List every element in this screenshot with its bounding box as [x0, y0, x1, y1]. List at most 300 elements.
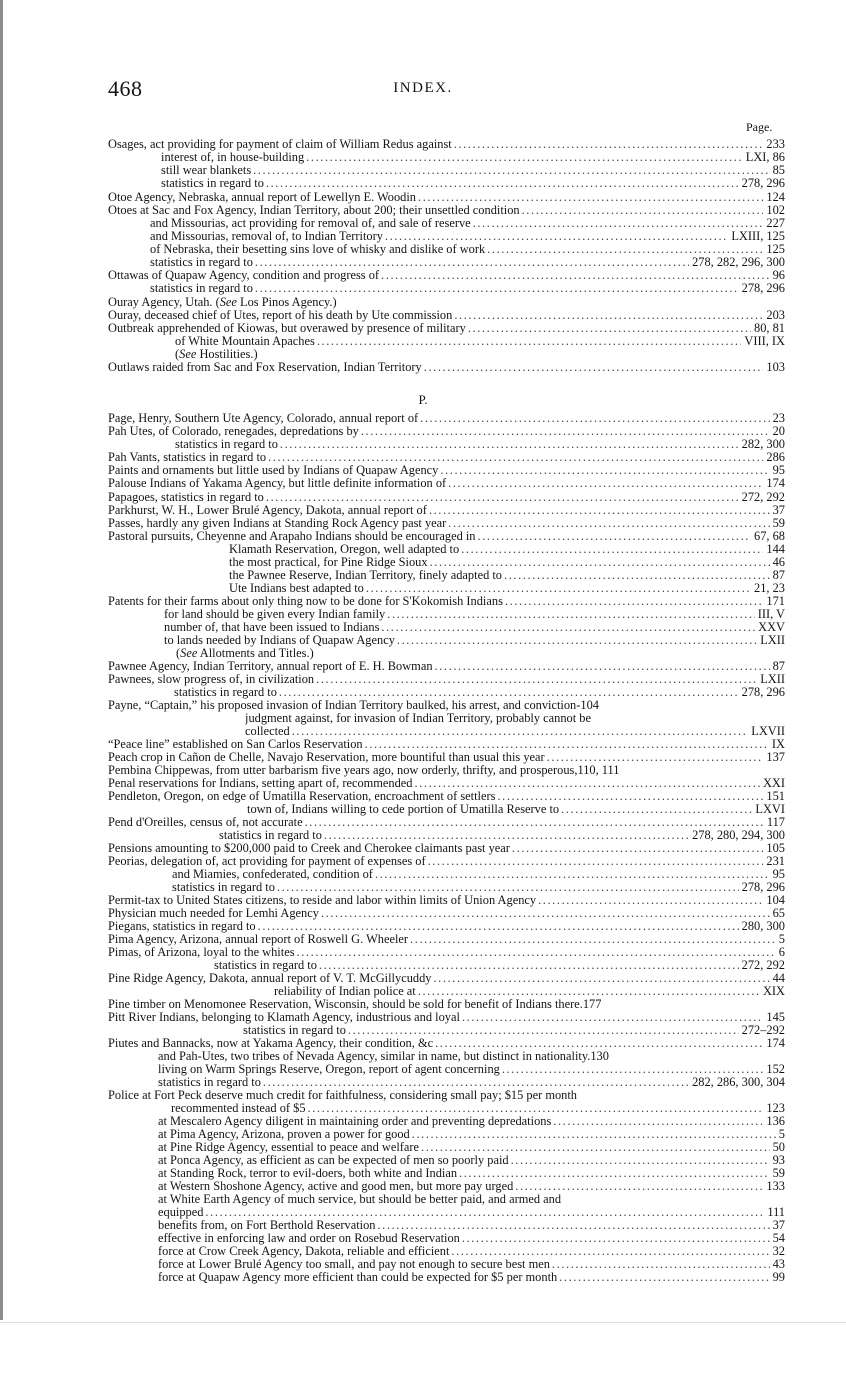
entry-text: (See Allotments and Titles.): [176, 647, 314, 660]
page-reference: 144: [766, 543, 785, 556]
index-entry: [158, 1141, 785, 1154]
page-reference: 95: [772, 868, 785, 881]
page-reference: 104: [766, 894, 785, 907]
page-reference: LXII: [760, 634, 785, 647]
entry-text: Ute Indians best adapted to: [229, 582, 364, 595]
entry-text: statistics in regard to: [174, 686, 277, 699]
leader-dots: [381, 621, 755, 634]
page-reference: 87: [772, 660, 785, 673]
index-entry: [108, 204, 785, 217]
index-entry: [214, 959, 785, 972]
index-entry: [108, 451, 785, 464]
entry-text: and Miamies, confederated, condition of: [172, 868, 373, 881]
index-entry: [108, 764, 785, 777]
leader-dots: [321, 907, 770, 920]
entry-text: at White Earth Agency of much service, but should be better paid, and armed and: [158, 1193, 562, 1206]
entry-text: judgment against, for invasion of Indian Territory, probably cannot be: [245, 712, 591, 725]
page-reference: 95: [772, 464, 785, 477]
leader-dots: [454, 309, 763, 322]
leader-dots: [253, 164, 769, 177]
index-entry: [108, 907, 785, 920]
leader-dots: [433, 972, 769, 985]
entry-text: Pah Vants, statistics in regard to: [108, 451, 267, 464]
index-entry: [158, 1115, 785, 1128]
entry-text: statistics in regard to: [161, 177, 264, 190]
leader-dots: [430, 556, 770, 569]
leader-dots: [473, 217, 764, 230]
index-entry: [108, 660, 785, 673]
page-reference: 50: [772, 1141, 785, 1154]
page-bottom-edge: [0, 1322, 846, 1323]
leader-dots: [552, 1258, 770, 1271]
page-reference: 227: [766, 217, 785, 230]
index-entry: [108, 269, 785, 282]
leader-dots: [258, 920, 739, 933]
page-binding-edge: [0, 0, 3, 1320]
leader-dots: [547, 751, 764, 764]
leader-dots: [462, 1232, 770, 1245]
entry-text: statistics in regard to: [172, 881, 275, 894]
entry-text: Pembina Chippewas, from utter barbarism five years ago, now orderly, thrifty, and prosperous,: [108, 764, 578, 777]
page-reference: 145: [766, 1011, 785, 1024]
page-reference: 136: [766, 1115, 785, 1128]
entry-text: at Standing Rock, terror to evil-doers, both white and Indian: [158, 1167, 458, 1180]
index-entry: [158, 1050, 785, 1063]
entry-text: Peorias, delegation of, act providing for payment of expenses of: [108, 855, 426, 868]
entry-text: Pine timber on Menomonee Reservation, Wisconsin, should be sold for benefit of Indians there.: [108, 998, 583, 1011]
leader-dots: [421, 1141, 770, 1154]
page-reference: LXVII: [751, 725, 785, 738]
page-reference: 32: [772, 1245, 785, 1258]
leader-dots: [348, 1024, 739, 1037]
leader-dots: [266, 177, 739, 190]
page-reference: 286: [766, 451, 785, 464]
index-entry: [175, 348, 785, 361]
index-entry: [108, 894, 785, 907]
entry-text: Pitt River Indians, belonging to Klamath Agency, industrious and loyal: [108, 1011, 460, 1024]
leader-dots: [505, 595, 764, 608]
leader-dots: [502, 1063, 764, 1076]
index-entry: [150, 230, 785, 243]
leader-dots: [462, 1011, 763, 1024]
leader-dots: [277, 881, 739, 894]
entry-text: Pine Ridge Agency, Dakota, annual report of V. T. McGillycuddy: [108, 972, 432, 985]
index-entry: [108, 477, 785, 490]
page-reference: 80, 81: [754, 322, 785, 335]
page-reference: 37: [772, 504, 785, 517]
page-reference: 111: [767, 1206, 785, 1219]
leader-dots: [559, 1271, 769, 1284]
page-reference: 87: [772, 569, 785, 582]
page-reference: III, V: [757, 608, 785, 621]
leader-dots: [522, 204, 764, 217]
leader-dots: [487, 243, 763, 256]
page-reference: 102: [766, 204, 785, 217]
index-entry: [108, 751, 785, 764]
leader-dots: [459, 1167, 770, 1180]
index-entry: [158, 1063, 785, 1076]
entry-text: “Peace line” established on San Carlos Reservation: [108, 738, 363, 751]
entry-text: statistics in regard to: [175, 438, 278, 451]
page-reference: 278, 280, 294, 300: [692, 829, 785, 842]
index-entry: [176, 647, 785, 660]
running-head: INDEX.: [393, 80, 453, 96]
index-entry: [150, 217, 785, 230]
leader-dots: [375, 868, 770, 881]
entry-text: Peach crop in Cañon de Chelle, Navajo Reservation, more bountiful than usual this year: [108, 751, 545, 764]
index-entry: [108, 699, 785, 712]
page-reference: 59: [772, 517, 785, 530]
entry-text: recommented instead of $5: [171, 1102, 306, 1115]
leader-dots: [377, 1219, 769, 1232]
page-reference: LXIII, 125: [731, 230, 785, 243]
index-entry: [108, 530, 785, 543]
index-entry: [158, 1206, 785, 1219]
index-entry: [108, 361, 785, 374]
index-entry: [229, 582, 785, 595]
leader-dots: [266, 491, 739, 504]
index-entry: [108, 816, 785, 829]
leader-dots: [385, 230, 728, 243]
entry-text: and Pah-Utes, two tribes of Nevada Agency, similar in name, but distinct in nationality.: [158, 1050, 591, 1063]
leader-dots: [306, 151, 743, 164]
page-reference: 282, 300: [741, 438, 785, 451]
page-reference: 46: [772, 556, 785, 569]
index-entry: [247, 803, 785, 816]
page-reference: 123: [766, 1102, 785, 1115]
entry-text: Pimas, of Arizona, loyal to the whites: [108, 946, 295, 959]
index-entry: [108, 138, 785, 151]
page-reference: 85: [772, 164, 785, 177]
page-reference: 110, 111: [577, 764, 620, 777]
page-reference: 151: [766, 790, 785, 803]
page-reference: 67, 68: [754, 530, 785, 543]
leader-dots: [553, 1115, 763, 1128]
entry-text: Klamath Reservation, Oregon, well adapted to: [229, 543, 460, 556]
page-reference: XIX: [762, 985, 785, 998]
entry-text: at Pima Agency, Arizona, proven a power for good: [158, 1128, 410, 1141]
leader-dots: [255, 282, 739, 295]
page-reference: 65: [772, 907, 785, 920]
index-entry: [150, 282, 785, 295]
entry-text: Payne, “Captain,” his proposed invasion of Indian Territory baulked, his arrest, and conviction-: [108, 699, 581, 712]
leader-dots: [461, 543, 763, 556]
entry-text: Pima Agency, Arizona, annual report of Roswell G. Wheeler: [108, 933, 409, 946]
entry-text: force at Lower Brulé Agency too small, and pay not enough to secure best men: [158, 1258, 550, 1271]
index-entry: [245, 712, 785, 725]
leader-dots: [435, 660, 770, 673]
page-reference: 280, 300: [741, 920, 785, 933]
index-entry: [108, 504, 785, 517]
leader-dots: [451, 1245, 769, 1258]
entry-text: at Ponca Agency, as efficient as can be expected of men so poorly paid: [158, 1154, 509, 1167]
entry-text: to lands needed by Indians of Quapaw Agency: [164, 634, 395, 647]
entry-text: statistics in regard to: [150, 282, 253, 295]
entry-text: at Pine Ridge Agency, essential to peace and welfare: [158, 1141, 420, 1154]
page-reference: 43: [772, 1258, 785, 1271]
entry-text: and Missourias, act providing for removal of, and sale of reserve: [150, 217, 471, 230]
entry-text: Otoe Agency, Nebraska, annual report of Lewellyn E. Woodin: [108, 191, 416, 204]
index-entry: [108, 322, 785, 335]
page-reference: 37: [772, 1219, 785, 1232]
page-reference: 44: [772, 972, 785, 985]
page-reference: 6: [778, 946, 785, 959]
page-reference: 105: [766, 842, 785, 855]
page-reference: 282, 286, 300, 304: [692, 1076, 785, 1089]
page-reference: 278, 282, 296, 300: [692, 256, 785, 269]
index-entry: [164, 634, 785, 647]
index-entry: [108, 673, 785, 686]
leader-dots: [268, 451, 763, 464]
page-reference: 20: [772, 425, 785, 438]
index-entry: [158, 1154, 785, 1167]
page-reference: 104: [580, 699, 599, 712]
entry-text: Pend d'Oreilles, census of, not accurate: [108, 816, 303, 829]
page-reference: 99: [772, 1271, 785, 1284]
leader-dots: [410, 933, 776, 946]
entry-text: Piegans, statistics in regard to: [108, 920, 256, 933]
entry-text: Pensions amounting to $200,000 paid to Creek and Cherokee claimants past year: [108, 842, 510, 855]
entry-text: Ouray, deceased chief of Utes, report of his death by Ute commission: [108, 309, 453, 322]
index-entry: [175, 335, 785, 348]
entry-text: statistics in regard to: [243, 1024, 346, 1037]
index-entry: [108, 491, 785, 504]
page-reference: 137: [766, 751, 785, 764]
index-entry: [108, 946, 785, 959]
index-entry: [158, 1258, 785, 1271]
entry-text: Ouray Agency, Utah. (See Los Pinos Agency.): [108, 296, 337, 309]
index-entry: [229, 556, 785, 569]
leader-dots: [397, 634, 757, 647]
page-reference: 278, 296: [741, 282, 785, 295]
index-entry: [150, 243, 785, 256]
leader-dots: [415, 777, 760, 790]
page-reference: 133: [766, 1180, 785, 1193]
entry-text: the most practical, for Pine Ridge Sioux: [229, 556, 428, 569]
page-reference: LXI, 86: [745, 151, 785, 164]
index-entry: [158, 1180, 785, 1193]
page-reference: IX: [771, 738, 785, 751]
index-entry: [108, 309, 785, 322]
page-reference: 272, 292: [741, 491, 785, 504]
entry-text: collected: [245, 725, 290, 738]
entry-text: Penal reservations for Indians, setting apart of, recommended: [108, 777, 413, 790]
entry-text: Pah Utes, of Colorado, renegades, depredations by: [108, 425, 359, 438]
leader-dots: [420, 412, 769, 425]
index-entry: [108, 972, 785, 985]
entry-text: interest of, in house-building: [161, 151, 305, 164]
entry-text: statistics in regard to: [214, 959, 317, 972]
index-entry: [158, 1219, 785, 1232]
page-reference: 278, 296: [741, 881, 785, 894]
leader-dots: [381, 269, 770, 282]
index-entry: [158, 1128, 785, 1141]
section-letter: P.: [418, 392, 428, 407]
page-reference: XXV: [758, 621, 785, 634]
index-entry: [274, 985, 785, 998]
page-reference: 272, 292: [741, 959, 785, 972]
index-entry: [108, 296, 785, 309]
index-entry: [108, 191, 785, 204]
entry-text: for land should be given every Indian family: [164, 608, 386, 621]
leader-dots: [255, 256, 689, 269]
page-reference: 171: [766, 595, 785, 608]
leader-dots: [440, 464, 769, 477]
page-reference: 59: [772, 1167, 785, 1180]
entry-text: and Missourias, removal of, to Indian Territory: [150, 230, 383, 243]
entry-text: Page, Henry, Southern Ute Agency, Colorado, annual report of: [108, 412, 419, 425]
leader-dots: [418, 985, 760, 998]
page-reference: 174: [766, 1037, 785, 1050]
page-reference: VIII, IX: [744, 335, 785, 348]
entry-text: Parkhurst, W. H., Lower Brulé Agency, Dakota, annual report of: [108, 504, 427, 517]
index-entry: [174, 686, 785, 699]
entry-text: equipped: [158, 1206, 204, 1219]
entry-text: still wear blankets: [161, 164, 252, 177]
index-entry: [171, 1102, 785, 1115]
page-reference: 233: [766, 138, 785, 151]
entry-text: Ottawas of Quapaw Agency, condition and progress of: [108, 269, 380, 282]
leader-dots: [448, 477, 763, 490]
leader-dots: [412, 1128, 776, 1141]
page-reference: 152: [766, 1063, 785, 1076]
entry-text: Pawnees, slow progress of, in civilization: [108, 673, 315, 686]
page-reference: 177: [582, 998, 602, 1011]
leader-dots: [497, 790, 763, 803]
entry-text: (See Hostilities.): [175, 348, 258, 361]
page-reference: 203: [766, 309, 785, 322]
leader-dots: [512, 842, 763, 855]
entry-text: Paints and ornaments but little used by Indians of Quapaw Agency: [108, 464, 439, 477]
page-reference: 278, 296: [741, 177, 785, 190]
index-entry: [108, 738, 785, 751]
entry-text: Permit-tax to United States citizens, to reside and labor within limits of Union Agency: [108, 894, 537, 907]
leader-dots: [418, 191, 763, 204]
leader-dots: [511, 1154, 770, 1167]
index-entry: [108, 920, 785, 933]
leader-dots: [561, 803, 752, 816]
page-reference: 272–292: [741, 1024, 785, 1037]
entry-text: Otoes at Sac and Fox Agency, Indian Territory, about 200; their unsettled condition: [108, 204, 520, 217]
entry-text: benefits from, on Fort Berthold Reservation: [158, 1219, 376, 1232]
entry-text: town of, Indians willing to cede portion of Umatilla Reserve to: [247, 803, 560, 816]
leader-dots: [429, 504, 770, 517]
index-entry: [108, 790, 785, 803]
leader-dots: [308, 1102, 764, 1115]
page-reference: 125: [766, 243, 785, 256]
entry-text: Palouse Indians of Yakama Agency, but little definite information of: [108, 477, 447, 490]
leader-dots: [478, 530, 752, 543]
index-entry: [164, 608, 785, 621]
leader-dots: [515, 1180, 763, 1193]
page-reference: 103: [766, 361, 785, 374]
index-entry: [108, 1011, 785, 1024]
page-reference: 93: [772, 1154, 785, 1167]
leader-dots: [454, 138, 764, 151]
page-reference: 21, 23: [754, 582, 785, 595]
leader-dots: [538, 894, 763, 907]
index-entry: [243, 1024, 785, 1037]
index-entry: [172, 881, 785, 894]
index-entry: [108, 412, 785, 425]
page-reference: LXVI: [755, 803, 785, 816]
index-entry: [108, 1037, 785, 1050]
entry-text: Physician much needed for Lemhi Agency: [108, 907, 319, 920]
leader-dots: [428, 855, 764, 868]
leader-dots: [297, 946, 776, 959]
leader-dots: [448, 517, 769, 530]
index-entry: [108, 855, 785, 868]
index-entry: [108, 425, 785, 438]
leader-dots: [319, 959, 739, 972]
index-entry: [108, 464, 785, 477]
page-reference: 174: [766, 477, 785, 490]
page-reference: 54: [772, 1232, 785, 1245]
entry-text: reliability of Indian police at: [274, 985, 416, 998]
page-reference: 278, 296: [741, 686, 785, 699]
index-entry: [108, 1089, 785, 1102]
entry-text: Papagoes, statistics in regard to: [108, 491, 264, 504]
entry-text: of White Mountain Apaches: [175, 335, 315, 348]
entry-text: Police at Fort Peck deserve much credit for faithfulness, considering small pay; $15 per month: [108, 1089, 578, 1102]
index-entry: [229, 569, 785, 582]
page-number: 468: [108, 76, 143, 101]
entry-text: force at Quapaw Agency more efficient than could be expected for $5 per month: [158, 1271, 558, 1284]
leader-dots: [305, 816, 764, 829]
index-entry: [158, 1193, 785, 1206]
index-entry: [229, 543, 785, 556]
index-entry: [164, 621, 785, 634]
entry-text: living on Warm Springs Reserve, Oregon, report of agent concerning: [158, 1063, 500, 1076]
page-reference: 5: [778, 933, 785, 946]
index-entry: [108, 517, 785, 530]
entry-text: the Pawnee Reserve, Indian Territory, finely adapted to: [229, 569, 503, 582]
leader-dots: [468, 322, 751, 335]
entry-text: Passes, hardly any given Indians at Standing Rock Agency past year: [108, 517, 447, 530]
leader-dots: [205, 1206, 764, 1219]
leader-dots: [324, 829, 689, 842]
page-reference: 117: [766, 816, 785, 829]
page-reference: LXII: [760, 673, 785, 686]
index-entry: [158, 1245, 785, 1258]
index-entry: [158, 1167, 785, 1180]
page-reference: 130: [590, 1050, 609, 1063]
entry-text: at Western Shoshone Agency, active and good men, but more pay urged: [158, 1180, 514, 1193]
page-reference: 231: [766, 855, 785, 868]
page-column-label: Page.: [746, 120, 773, 134]
page-reference: 124: [766, 191, 785, 204]
entry-text: effective in enforcing law and order on Rosebud Reservation: [158, 1232, 460, 1245]
leader-dots: [387, 608, 754, 621]
leader-dots: [292, 725, 749, 738]
entry-text: at Mescalero Agency diligent in maintaining order and preventing depredations: [158, 1115, 552, 1128]
entry-text: statistics in regard to: [219, 829, 322, 842]
entry-text: statistics in regard to: [158, 1076, 261, 1089]
leader-dots: [263, 1076, 689, 1089]
leader-dots: [424, 361, 764, 374]
entry-text: force at Crow Creek Agency, Dakota, reliable and efficient: [158, 1245, 450, 1258]
entry-text: Piutes and Bannacks, now at Yakama Agency, their condition, &c: [108, 1037, 434, 1050]
page-reference: 5: [778, 1128, 785, 1141]
index-entry: [172, 868, 785, 881]
index-entry: [158, 1232, 785, 1245]
leader-dots: [366, 582, 751, 595]
index-entry: [245, 725, 785, 738]
index-entry: [108, 998, 785, 1011]
leader-dots: [504, 569, 770, 582]
entry-text: Osages, act providing for payment of claim of William Redus against: [108, 138, 452, 151]
entry-text: Outlaws raided from Sac and Fox Reservation, Indian Territory: [108, 361, 422, 374]
